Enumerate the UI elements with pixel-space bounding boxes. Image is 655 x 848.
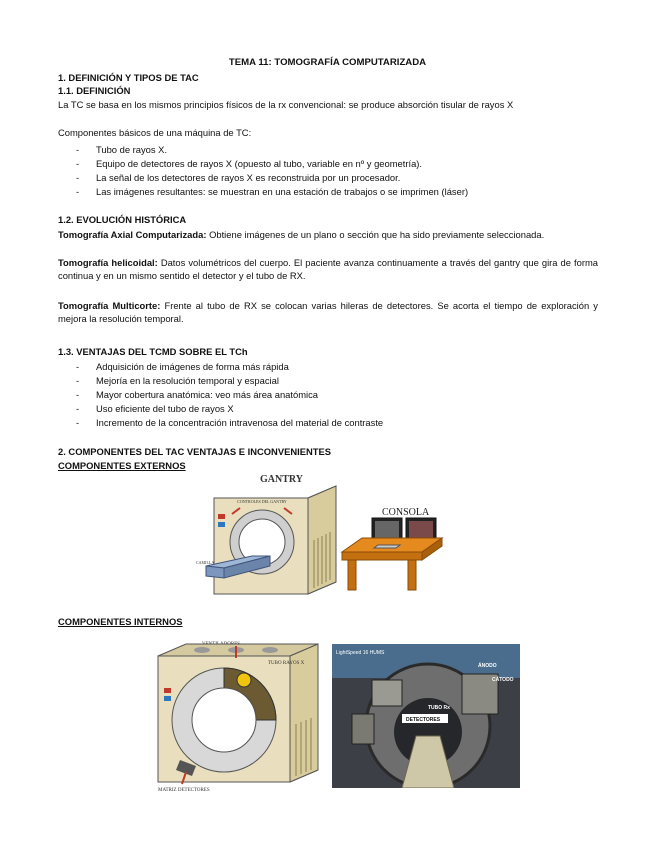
list-dash: - [76,361,80,372]
cutaway-bore [192,688,256,752]
helical-paragraph [58,256,598,282]
gantry-controls-label: CONTROLES DEL GANTRY [237,499,287,504]
fan-icon [194,647,210,653]
helical-term: Tomografía helicoidal: [58,257,158,268]
document-title: TEMA 11: TOMOGRAFÍA COMPUTARIZADA [228,57,427,68]
list-item: Uso eficiente del tubo de rayos X [96,403,234,414]
list-item: Tubo de rayos X. [96,144,168,155]
helical-text: Datos volumétricos del cuerpo. El paciente avanza continuamente a través del gantry que gira de forma continua y en un mismo sentido el detector y el tubo de RX. [58,257,598,281]
desk-leg [408,560,416,590]
gantry-console-illustration [196,470,446,600]
catodo-label: CÁTODO [492,677,514,683]
axial-paragraph [58,228,598,241]
axial-term: Tomografía Axial Computarizada: [58,229,207,240]
section-1-3-heading: 1.3. VENTAJAS DEL TCMD SOBRE EL TCh [58,346,248,357]
detectores-label: DETECTORES [406,717,441,723]
consola-label: CONSOLA [382,507,430,518]
couch-front [206,566,224,578]
list-item: Equipo de detectores de rayos X (opuesto al tubo, variable en nº y geometría). [96,158,423,169]
control-button [164,696,171,701]
control-button [218,514,225,519]
list-dash: - [76,186,80,197]
components-intro: Componentes básicos de una máquina de TC: [58,127,252,138]
list-item: Las imágenes resultantes: se muestran en una estación de trabajos o se imprimen (láser) [96,186,469,197]
tubo-label: TUBO RAYOS X [268,661,305,666]
photo-component [372,680,402,706]
list-dash: - [76,417,80,428]
list-dash: - [76,403,80,414]
monitor-screen [375,521,399,538]
section-1-1-heading: 1.1. DEFINICIÓN [58,85,131,96]
control-button [164,688,171,693]
list-item: Mayor cobertura anatómica: veo más área anatómica [96,389,318,400]
list-item: Mejoría en la resolución temporal y espacial [96,375,279,386]
radiation-icon [237,673,251,687]
desk-leg [348,560,356,590]
photo-brand-label: LightSpeed 16 HUMS [336,650,385,656]
definition-text: La TC se basa en los mismos principios físicos de la rx convencional: se produce absorción tisular de rayos X [58,99,514,110]
list-dash: - [76,144,80,155]
monitor-screen [409,521,433,538]
control-button [218,522,225,527]
section-2-heading: 2. COMPONENTES DEL TAC VENTAJAS E INCONVENIENTES [58,446,331,457]
section-1-heading: 1. DEFINICIÓN Y TIPOS DE TAC [58,72,199,83]
matriz-label: MATRIZ DETECTORES [158,788,210,793]
desk-front [342,552,422,560]
ct-internals-photo [332,644,520,788]
tubo-rx-label: TUBO Rx [428,705,450,711]
external-components-heading: COMPONENTES EXTERNOS [58,460,186,471]
multicorte-text: Frente al tubo de RX se colocan varias hileras de detectores. Se acorta el tiempo de exploración y mejora la resolución temporal. [58,300,598,324]
gantry-cutaway-illustration [152,636,327,798]
gantry-label: GANTRY [260,474,303,485]
anodo-label: ÁNODO [478,663,497,669]
list-dash: - [76,158,80,169]
list-item: Adquisición de imágenes de forma más rápida [96,361,289,372]
multicorte-term: Tomografía Multicorte: [58,300,161,311]
keyboard [374,545,400,548]
list-item: Incremento de la concentración intravenosa del material de contraste [96,417,384,428]
list-dash: - [76,375,80,386]
camilla-label: CAMILLA [196,560,215,565]
photo-component [352,714,374,744]
list-item: La señal de los detectores de rayos X es reconstruida por un procesador. [96,172,401,183]
fan-icon [262,647,278,653]
multicorte-paragraph [58,299,598,325]
axial-text: Obtiene imágenes de un plano o sección que ha sido previamente seleccionada. [206,229,545,240]
internal-components-heading: COMPONENTES INTERNOS [58,616,183,627]
list-dash: - [76,389,80,400]
section-1-2-heading: 1.2. EVOLUCIÓN HISTÓRICA [58,214,187,225]
list-dash: - [76,172,80,183]
